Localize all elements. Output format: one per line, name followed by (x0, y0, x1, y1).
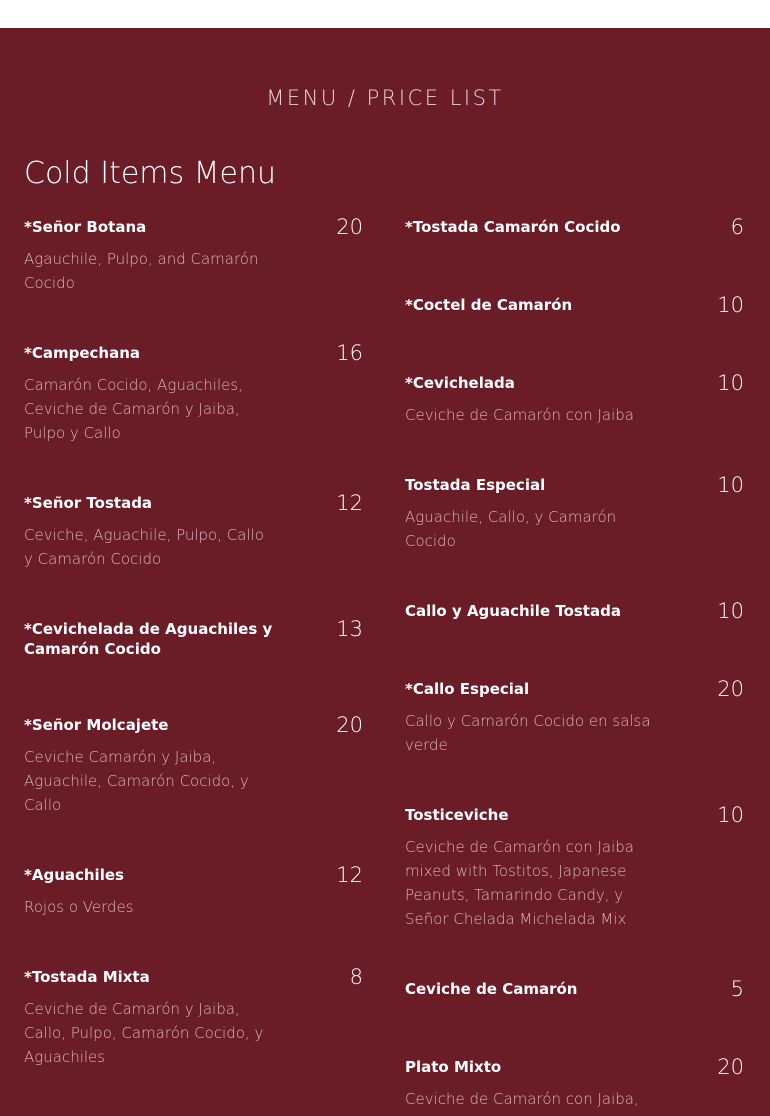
item-description: Rojos o Verdes (24, 898, 134, 916)
section-title: Cold Items Menu (24, 156, 277, 191)
item-description: Ceviche de Camarón y Jaiba, Callo, Pulpo, Camarón Cocido, y Aguachiles (24, 1000, 264, 1066)
item-name: *Tostada Mixta (24, 968, 150, 986)
item-description: Camarón Cocido, Aguachiles, Ceviche de Camarón y Jaiba, Pulpo y Callo (24, 376, 243, 442)
item-name: Tostada Especial (405, 476, 546, 494)
item-name: Ceviche de Camarón (405, 980, 578, 998)
item-name: Tosticeviche (405, 806, 509, 824)
item-name: *Señor Molcajete (24, 716, 169, 734)
item-price: 20 (336, 215, 363, 239)
item-description: Ceviche, Aguachile, Pulpo, Callo y Camarón Cocido (24, 526, 264, 568)
item-name: *Tostada Camarón Cocido (405, 218, 621, 236)
item-price: 5 (730, 977, 744, 1001)
item-description: Aguachile, Callo, y Camarón Cocido (405, 508, 617, 550)
item-description: Ceviche de Camarón con Jaiba (405, 406, 634, 424)
item-description: Ceviche Camarón y Jaiba, Aguachile, Camarón Cocido, y Callo (24, 748, 249, 814)
menu-panel (0, 28, 770, 1116)
menu-heading: MENU / PRICE LIST (266, 86, 504, 110)
item-name: Callo y Aguachile Tostada (405, 602, 621, 620)
item-price: 10 (717, 371, 744, 395)
item-name: Plato Mixto (405, 1058, 502, 1076)
item-description: Callo y Camarón Cocido en salsa verde (405, 712, 651, 754)
item-price: 13 (336, 617, 363, 641)
item-description: Agauchile, Pulpo, and Camarón Cocido (24, 250, 259, 292)
item-price: 6 (730, 215, 744, 239)
item-name: *Callo Especial (405, 680, 530, 698)
item-name: *Coctel de Camarón (405, 296, 573, 314)
item-name: *Campechana (24, 344, 141, 362)
item-price: 10 (717, 599, 744, 623)
item-name: *Cevichelada de Aguachiles y Camarón Cocido (24, 620, 273, 658)
item-price: 20 (717, 1055, 744, 1079)
item-name: *Señor Tostada (24, 494, 153, 512)
item-description: Ceviche de Camarón con Jaiba mixed with Tostitos, Japanese Peanuts, Tamarindo Candy, y Señor Chelada Michelada Mix (405, 838, 634, 928)
item-price: 8 (349, 965, 363, 989)
item-name: *Aguachiles (24, 866, 124, 884)
item-price: 16 (336, 341, 363, 365)
item-price: 20 (717, 677, 744, 701)
item-name: *Señor Botana (24, 218, 147, 236)
item-price: 12 (336, 863, 363, 887)
item-description: Ceviche de Camarón con Jaiba, (405, 1090, 639, 1108)
item-price: 10 (717, 803, 744, 827)
item-name: *Cevichelada (405, 374, 515, 392)
top-white-bar (0, 0, 770, 28)
item-price: 20 (336, 713, 363, 737)
item-price: 10 (717, 293, 744, 317)
item-price: 12 (336, 491, 363, 515)
item-price: 10 (717, 473, 744, 497)
